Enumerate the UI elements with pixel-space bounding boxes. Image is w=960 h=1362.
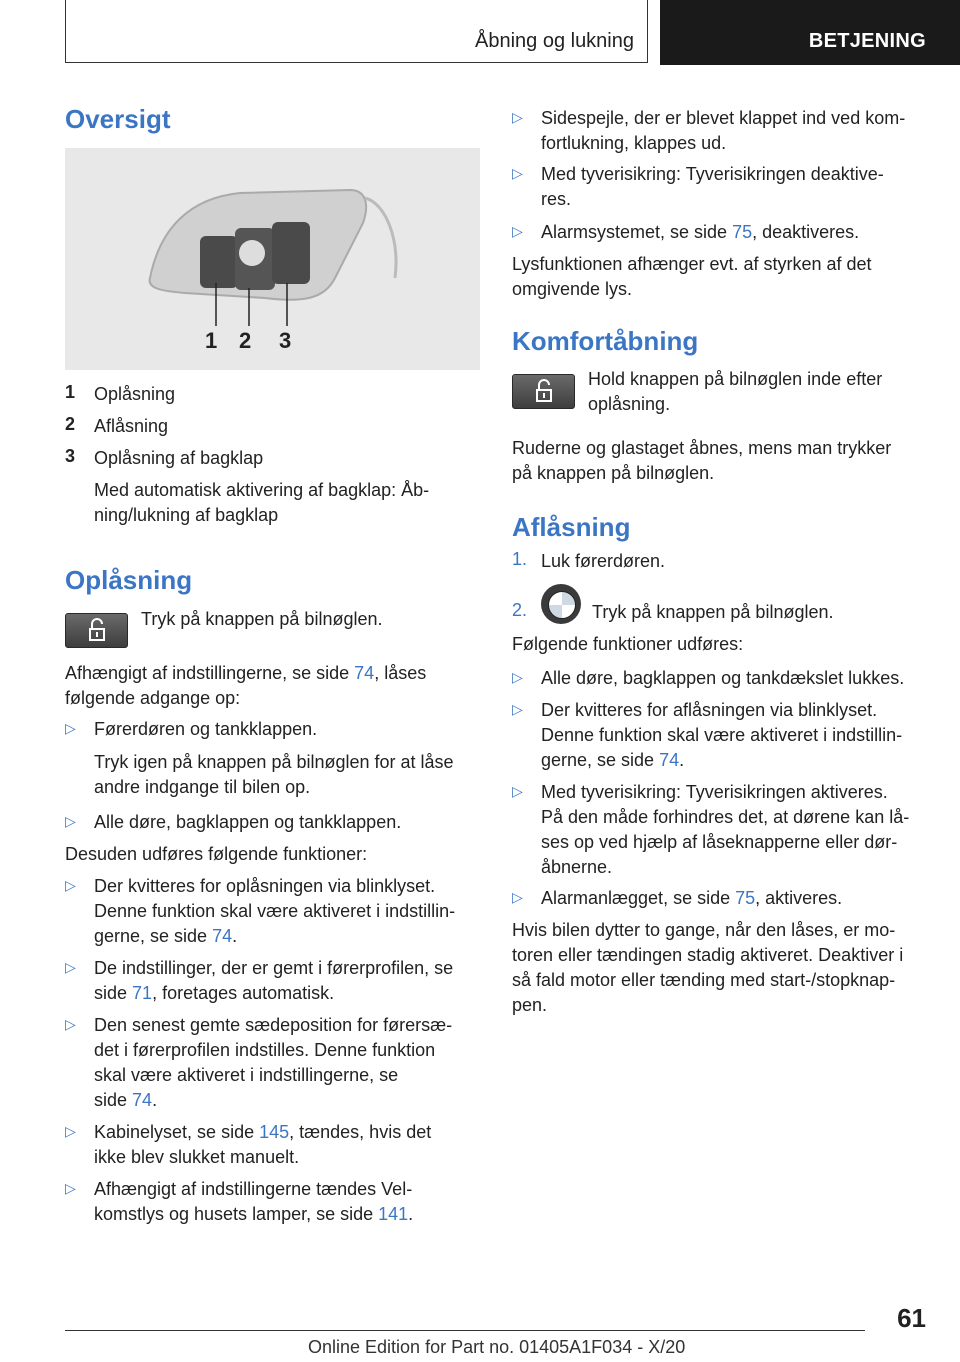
oplasning-intro: Tryk på knappen på bilnøglen. [141,609,383,629]
paragraph: Hvis bilen dytter to gange, når den låses, er mo- [512,920,896,940]
step-number: 1. [512,549,528,569]
bullet-triangle-icon: ▷ [512,223,523,239]
page-link[interactable]: 141 [378,1204,409,1224]
komfort-text: oplåsning. [588,394,671,414]
bullet-triangle-icon: ▷ [65,959,76,975]
bullet-text: Med tyverisikring: Tyverisikringen aktiveres. [541,782,888,802]
legend-note: Med automatisk aktivering af bagklap: Åb- [94,480,430,500]
footer-divider [65,1330,865,1331]
legend-text: Oplåsning [94,384,176,404]
paragraph: pen. [512,995,548,1015]
bullet-triangle-icon: ▷ [512,889,523,905]
paragraph: toren eller tændingen stadig aktiveret. Deaktiver i [512,945,904,965]
page-link[interactable]: 71 [132,983,153,1003]
figure-label-3: 3 [279,328,292,353]
unlock-button-image [65,613,128,648]
page-link[interactable]: 74 [132,1090,153,1110]
bullet-text: Denne funktion skal være aktiveret i indstillin- [94,901,456,921]
section-title-aflasning: Aflåsning [512,512,631,542]
legend-number: 2 [65,414,76,434]
bullet-text: fortlukning, klappes ud. [541,133,727,153]
section-title-oplasning: Oplåsning [65,565,193,595]
legend-text: Oplåsning af bagklap [94,448,264,468]
page-number: 61 [897,1303,926,1333]
bullet-text: På den måde forhindres det, at dørene kan lå- [541,807,910,827]
section-title-oversigt: Oversigt [65,104,171,134]
bullet-triangle-icon: ▷ [512,109,523,125]
page-link[interactable]: 75 [732,222,753,242]
section-title-komfortabning: Komfortåbning [512,326,699,356]
bullet-triangle-icon: ▷ [65,1123,76,1139]
paragraph: Ruderne og glastaget åbnes, mens man trykker [512,438,892,458]
bullet-text: gerne, se side 74. [541,750,685,770]
bullet-text: ses op ved hjælp af låseknapperne eller dør- [541,832,898,852]
unlock-icon [66,614,127,647]
paragraph: så fald motor eller tænding med start-/stopknap- [512,970,896,990]
komfort-text: Hold knappen på bilnøglen inde efter [588,369,883,389]
bullet-text: Afhængigt af indstillingerne tændes Vel- [94,1179,413,1199]
paragraph: følgende adgange op: [65,688,241,708]
bullet-triangle-icon: ▷ [65,877,76,893]
legend-note: ning/lukning af bagklap [94,505,279,525]
legend-number: 1 [65,382,76,402]
bullet-text: gerne, se side 74. [94,926,238,946]
car-key-illustration [65,148,480,370]
page-link[interactable]: 74 [659,750,680,770]
bullet-text: Der kvitteres for oplåsningen via blinklyset. [94,876,436,896]
paragraph: Lysfunktionen afhænger evt. af styrken af det [512,254,872,274]
footer-edition: Online Edition for Part no. 01405A1F034 - X/20 [308,1337,686,1357]
step-number: 2. [512,600,528,620]
bullet-text: Alarmanlægget, se side 75, aktiveres. [541,888,843,908]
bullet-text: Med tyverisikring: Tyverisikringen deaktive- [541,164,884,184]
bullet-text: De indstillinger, der er gemt i førerprofilen, se [94,958,454,978]
bullet-subtext: andre indgange til bilen op. [94,777,311,797]
paragraph: på knappen på bilnøglen. [512,463,715,483]
bullet-text: Alarmsystemet, se side 75, deaktiveres. [541,222,860,242]
bmw-logo-icon [541,584,581,624]
bullet-text: side 71, foretages automatisk. [94,983,335,1003]
car-key-figure [65,148,480,370]
bullet-text: Sidespejle, der er blevet klappet ind ved kom- [541,108,906,128]
bullet-triangle-icon: ▷ [65,720,76,736]
bullet-text: Alle døre, bagklappen og tankklappen. [94,812,402,832]
bullet-text: det i førerprofilen indstilles. Denne funktion [94,1040,436,1060]
bullet-triangle-icon: ▷ [512,783,523,799]
bullet-text: Førerdøren og tankklappen. [94,719,318,739]
figure-label-1: 1 [205,328,218,353]
header-section-title: Åbning og lukning [474,30,634,52]
bullet-triangle-icon: ▷ [512,165,523,181]
bullet-text: skal være aktiveret i indstillingerne, se [94,1065,399,1085]
page-link[interactable]: 75 [735,888,756,908]
bullet-text: ikke blev slukket manuelt. [94,1147,300,1167]
bullet-triangle-icon: ▷ [512,701,523,717]
page-link[interactable]: 74 [354,663,375,683]
header-chapter-label: BETJENING [808,30,926,52]
page-link[interactable]: 74 [212,926,233,946]
page-link[interactable]: 145 [259,1122,290,1142]
bullet-triangle-icon: ▷ [65,1180,76,1196]
legend-text: Aflåsning [94,416,169,436]
step-text: Luk førerdøren. [541,551,666,571]
bullet-text: Den senest gemte sædeposition for førersæ- [94,1015,453,1035]
unlock-icon [513,375,574,408]
paragraph: Desuden udføres følgende funktioner: [65,844,368,864]
paragraph: Følgende funktioner udføres: [512,634,744,654]
bullet-text: res. [541,189,572,209]
header-chapter-tab [660,0,960,65]
bullet-text: side 74. [94,1090,158,1110]
paragraph: Afhængigt af indstillingerne, se side 74, låses [65,663,427,683]
legend-number: 3 [65,446,76,466]
bullet-text: Kabinelyset, se side 145, tændes, hvis det [94,1122,432,1142]
bullet-triangle-icon: ▷ [512,669,523,685]
bullet-triangle-icon: ▷ [65,813,76,829]
bullet-subtext: Tryk igen på knappen på bilnøglen for at låse [94,752,454,772]
bullet-triangle-icon: ▷ [65,1016,76,1032]
bullet-text: komstlys og husets lamper, se side 141. [94,1204,414,1224]
bullet-text: Alle døre, bagklappen og tankdækslet lukkes. [541,668,905,688]
figure-label-2: 2 [239,328,252,353]
unlock-button-image [512,374,575,409]
bullet-text: åbnerne. [541,857,613,877]
bullet-text: Denne funktion skal være aktiveret i indstillin- [541,725,903,745]
bullet-text: Der kvitteres for aflåsningen via blinklyset. [541,700,878,720]
step-text: Tryk på knappen på bilnøglen. [592,602,834,622]
paragraph: omgivende lys. [512,279,633,299]
